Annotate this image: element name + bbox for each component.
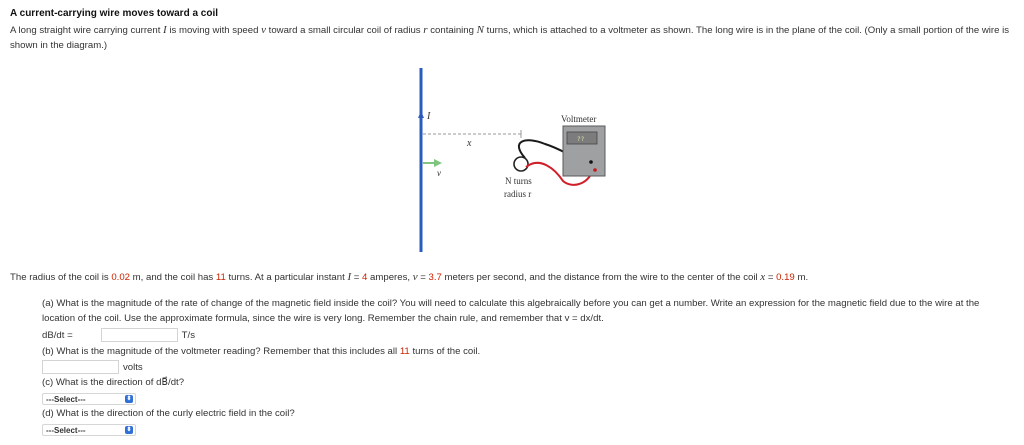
velocity-label: v [437, 168, 441, 178]
dbdt-input[interactable] [101, 328, 178, 342]
answer-a-unit: T/s [181, 329, 195, 341]
question-b: (b) What is the magnitude of the voltmeter reading? Remember that this includes all 11 turns of the coil. [42, 346, 481, 357]
coil-icon [514, 157, 528, 171]
chevron-updown-icon: ⬍ [126, 396, 132, 402]
current-arrow-icon [418, 111, 424, 118]
current-label: I [427, 111, 431, 122]
speed-value: 3.7 [428, 272, 442, 283]
current-value: 4 [362, 272, 368, 283]
distance-label: x [467, 138, 472, 149]
distance-value: 0.19 [776, 272, 795, 283]
voltmeter-input[interactable] [42, 360, 119, 374]
question-d: (d) What is the direction of the curly electric field in the coil? [42, 408, 295, 419]
dbdt-direction-select[interactable]: ---Select--- ⬍ [42, 393, 136, 405]
turns-value: 11 [215, 272, 226, 283]
answer-b-unit: volts [123, 361, 143, 373]
turns-label: N turns [505, 176, 532, 186]
radius-value: 0.02 [111, 272, 131, 283]
radius-label: radius r [504, 189, 532, 199]
question-c: (c) What is the direction of dB⃗/dt? [42, 377, 185, 388]
problem-intro: A long straight wire carrying current I is moving with speed v toward a small circular coil of radius r containing N turns, which is attached to a voltmeter as shown. The long wire is in the plane of the coil. (Only a small portion of the wire is shown in the diagram.) [10, 24, 1010, 51]
voltmeter-label: Voltmeter [561, 114, 597, 124]
answer-b-row [42, 360, 143, 374]
wire-coil-diagram [415, 66, 625, 256]
b-turns-value: 11 [399, 346, 410, 357]
chevron-updown-icon: ⬍ [126, 427, 132, 433]
problem-parameters: The radius of the coil is 0.02 m, and the coil has 11 turns. At a particular instant I = 4 amperes, v = 3.7 meters per second, and the distance from the wire to the center of the coil x = 0.19 m. [10, 271, 809, 283]
answer-a-row [42, 328, 195, 342]
electric-field-direction-select[interactable]: ---Select--- ⬍ [42, 424, 136, 436]
velocity-arrow-icon [434, 159, 442, 167]
voltmeter-reading: ?? [577, 136, 585, 143]
problem-title: A current-carrying wire moves toward a coil [10, 8, 219, 19]
question-a: (a) What is the magnitude of the rate of change of the magnetic field inside the coil? You will need to calculate this algebraically before you can get a number. Write an expression for the magnetic field due to the wire at the location of the coil. Use the approximate formula, since the wire is very long. Remember the chain rule, and remember that v = dx/dt. [42, 298, 980, 324]
answer-a-label: dB/dt = [42, 329, 73, 341]
